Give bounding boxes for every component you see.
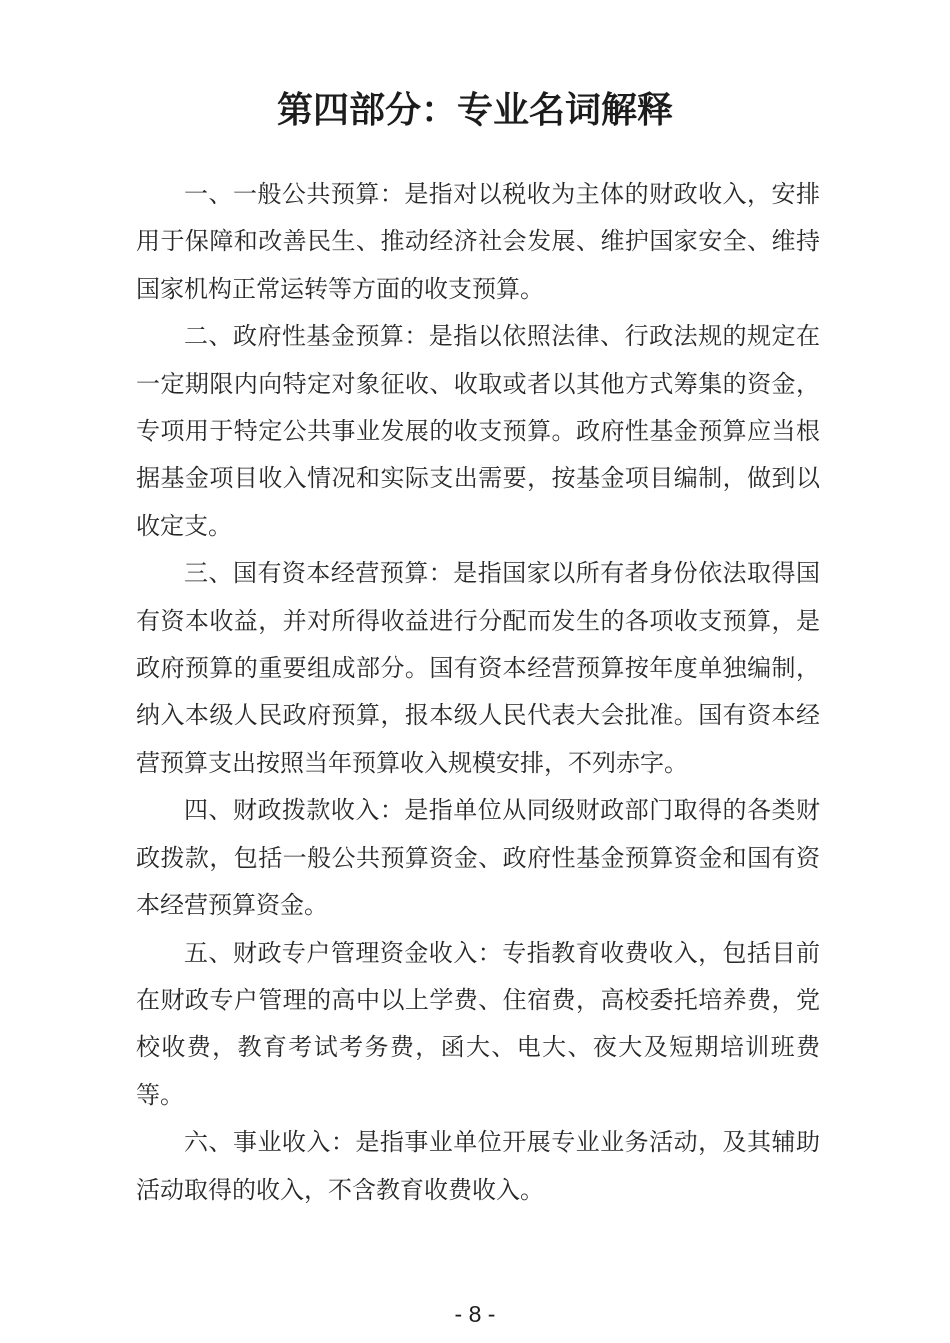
paragraph-fiscal-special-account-income: 五、财政专户管理资金收入：专指教育收费收入，包括目前在财政专户管理的高中以上学费、住宿费，高校委托培养费，党校收费，教育考试考务费，函大、电大、夜大及短期培训班费等。: [136, 940, 820, 1109]
document-body: [136, 172, 820, 1215]
paragraph-government-fund-budget: 二、政府性基金预算：是指以依照法律、行政法规的规定在一定期限内向特定对象征收、收取或者以其他方式筹集的资金，专项用于特定公共事业发展的收支预算。政府性基金预算应当根据基金项目收入情况和实际支出需要，按基金项目编制，做到以收定支。: [136, 324, 820, 540]
page-title: 第四部分：专业名词解释: [276, 89, 673, 130]
paragraph-fiscal-appropriation-income: 四、财政拨款收入：是指单位从同级财政部门取得的各类财政拨款，包括一般公共预算资金、政府性基金预算资金和国有资本经营预算资金。: [136, 798, 820, 920]
paragraph-state-capital-budget: 三、国有资本经营预算：是指国家以所有者身份依法取得国有资本收益，并对所得收益进行分配而发生的各项收支预算，是政府预算的重要组成部分。国有资本经营预算按年度单独编制，纳入本级人民政府预算，报本级人民代表大会批准。国有资本经营预算支出按照当年预算收入规模安排，不列赤字。: [136, 561, 820, 777]
paragraph-business-income: 六、事业收入：是指事业单位开展专业业务活动，及其辅助活动取得的收入，不含教育收费收入。: [136, 1130, 820, 1204]
paragraph-general-public-budget: 一、一般公共预算：是指对以税收为主体的财政收入，安排用于保障和改善民生、推动经济社会发展、维护国家安全、维持国家机构正常运转等方面的收支预算。: [136, 182, 820, 303]
page-number: - 8 -: [454, 1301, 496, 1327]
